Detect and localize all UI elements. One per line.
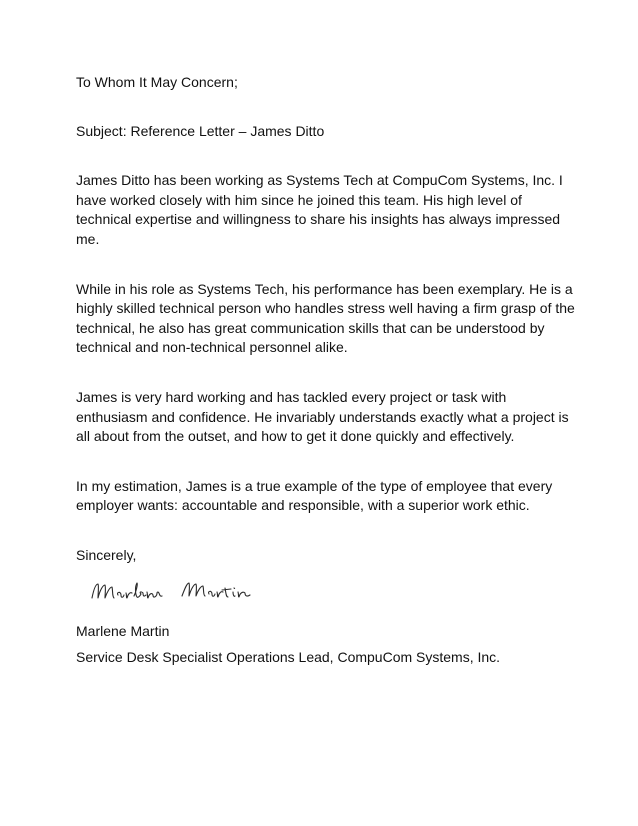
paragraph-conclusion: In my estimation, James is a true example of the type of employee that every employer wants: accountable and responsible, with a superior work ethic. (76, 477, 553, 514)
reference-letter (76, 73, 576, 668)
handwritten-signature (86, 574, 276, 608)
signer-title: Service Desk Specialist Operations Lead, CompuCom Systems, Inc. (76, 649, 501, 666)
paragraph-intro: James Ditto has been working as Systems Tech at CompuCom Systems, Inc. I have worked closely with him since he joined this team. His high level of technical expertise and willingness to share his insights has always impressed me. (76, 172, 563, 247)
signer-name: Marlene Martin (76, 622, 170, 639)
paragraph-performance: While in his role as Systems Tech, his performance has been exemplary. He is a highly skilled technical person who handles stress well having a firm grasp of the technical, he also has great communication skills that can be understood by technical and non-technical personnel alike. (76, 280, 575, 356)
closing: Sincerely, (76, 546, 137, 563)
paragraph-work-ethic: James is very hard working and has tackled every project or task with enthusiasm and confidence. He invariably understands exactly what a project is all about from the outset, and how to get it done quickly and effectively. (76, 388, 569, 445)
salutation: To Whom It May Concern; (76, 74, 238, 90)
subject-line: Subject: Reference Letter – James Ditto (76, 122, 325, 139)
